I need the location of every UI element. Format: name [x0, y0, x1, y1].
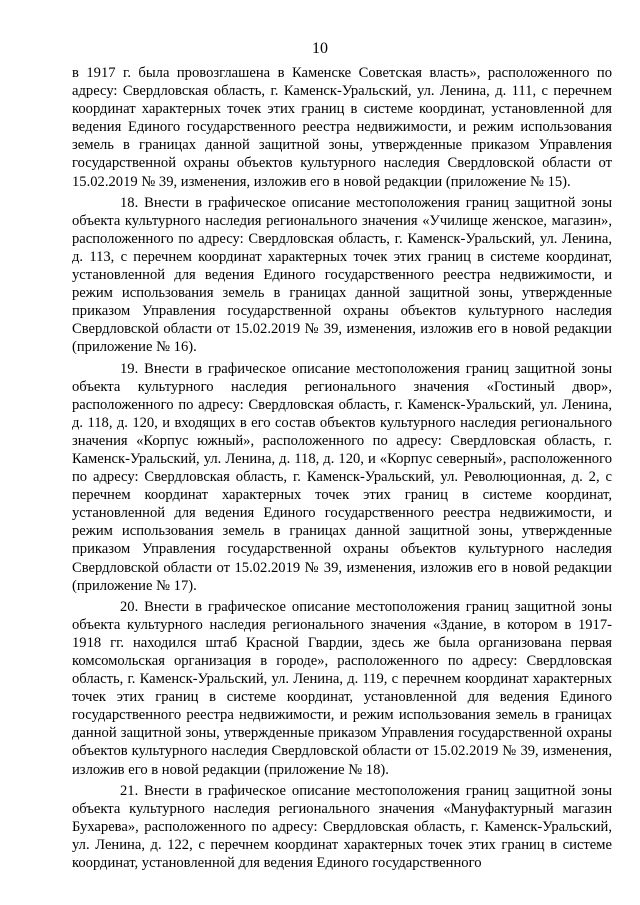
document-body — [72, 64, 612, 872]
paragraph-continuation: в 1917 г. была провозглашена в Каменске Советская власть», расположенного по адресу: Свердловская область, г. Каменск-Уральский, ул. Ленина, д. 111, с перечнем координат характерных точек этих границ в системе координат, установленной для ведения Единого государственного реестра недвижимости, и режим использования земель в границах данной защитной зоны, утвержденные приказом Управления государственной охраны объектов культурного наследия Свердловской области от 15.02.2019 № 39, изменения, изложив его в новой редакции (приложение № 15). — [72, 65, 612, 190]
paragraph-item-18: 18. Внести в графическое описание местоположения границ защитной зоны объекта культурного наследия регионального значения «Училище женское, магазин», расположенного по адресу: Свердловская область, г. Каменск-Уральский, ул. Ленина, д. 113, с перечнем координат характерных точек этих границ в системе координат, установленной для ведения Единого государственного реестра недвижимости, и режим использования земель в границах данной защитной зоны, утвержденные приказом Управления государственной охраны объектов культурного наследия Свердловской области от 15.02.2019 № 39, изменения, изложив его в новой редакции (приложение № 16). — [72, 194, 612, 356]
paragraph-item-21: 21. Внести в графическое описание местоположения границ защитной зоны объекта культурного наследия регионального значения «Мануфактурный магазин Бухарева», расположенного по адресу: Свердловская область, г. Каменск-Уральский, ул. Ленина, д. 122, с перечнем координат характерных точек этих границ в системе координат, установленной для ведения Единого государственного — [72, 782, 612, 872]
paragraph-item-20: 20. Внести в графическое описание местоположения границ защитной зоны объекта культурного наследия регионального значения «Здание, в котором в 1917-1918 гг. находился штаб Красной Гвардии, здесь же была организована первая комсомольская организация в городе», расположенного по адресу: Свердловская область, г. Каменск-Уральский, ул. Ленина, д. 119, с перечнем координат характерных точек этих границ в системе координат, установленной для ведения Единого государственного реестра недвижимости, и режим использования земель в границах данной защитной зоны, утвержденные приказом Управления государственной охраны объектов культурного наследия Свердловской области от 15.02.2019 № 39, изменения, изложив его в новой редакции (приложение № 18). — [72, 598, 612, 778]
page-number: 10 — [312, 40, 328, 57]
paragraph-item-19: 19. Внести в графическое описание местоположения границ защитной зоны объекта культурного наследия регионального значения «Гостиный двор», расположенного по адресу: Свердловская область, г. Каменск-Уральский, ул. Ленина, д. 118, д. 120, и входящих в его состав объектов культурного наследия регионального значения «Корпус южный», расположенного по адресу: Свердловская область, г. Каменск-Уральский, ул. Ленина, д. 118, д. 120, и «Корпус северный», расположенного по адресу: Свердловская область, г. Каменск-Уральский, ул. Революционная, д. 2, с перечнем координат характерных точек этих границ в системе координат, установленной для ведения Единого государственного реестра недвижимости, и режим использования земель в границах данной защитной зоны, утвержденные приказом Управления государственной охраны объектов культурного наследия Свердловской области от 15.02.2019 № 39, изменения, изложив его в новой редакции (приложение № 17). — [72, 360, 612, 594]
